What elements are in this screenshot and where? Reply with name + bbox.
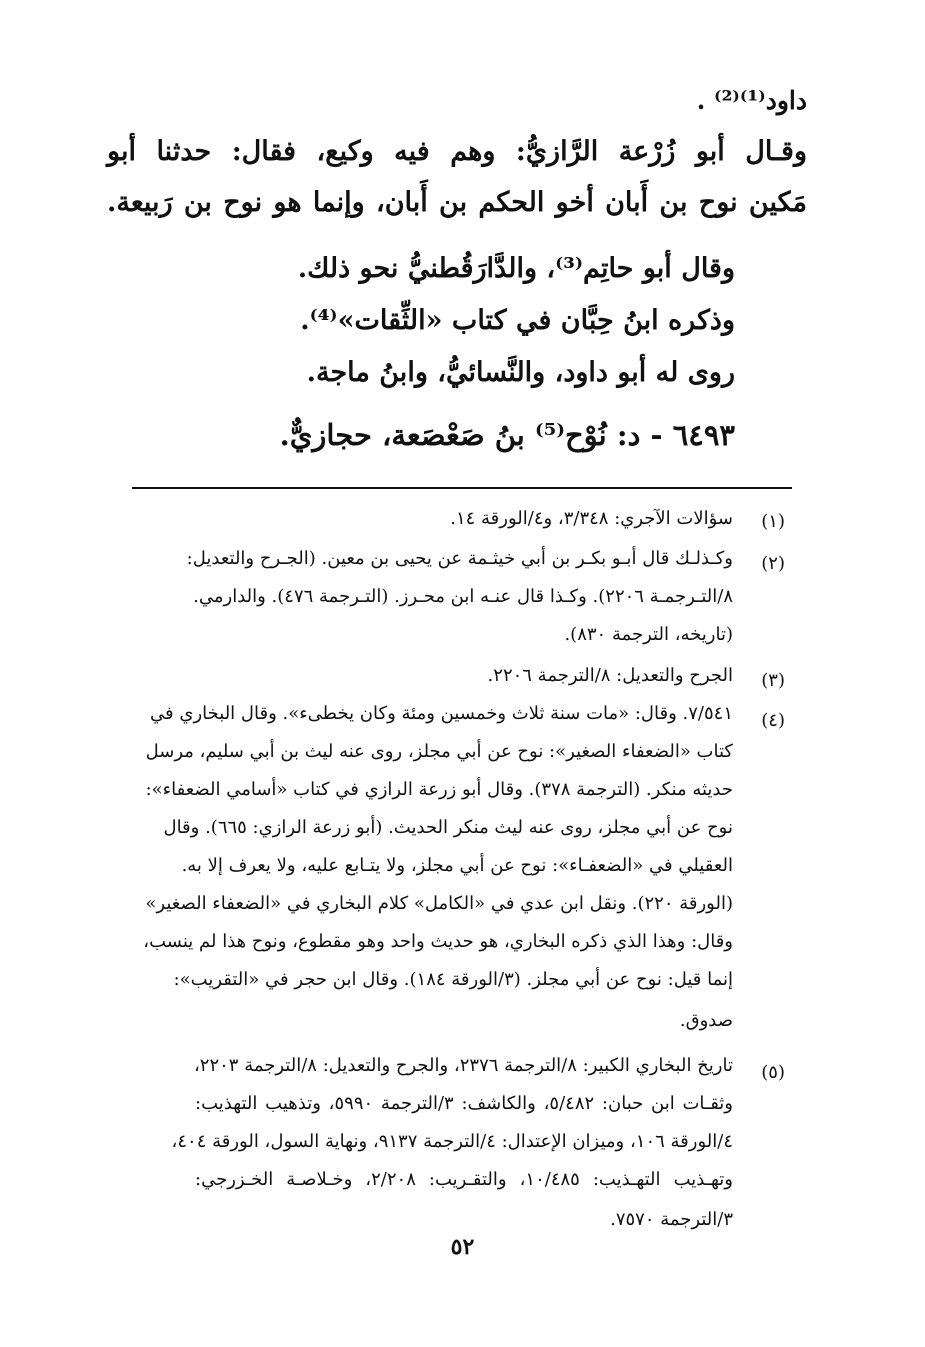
main-line-4: وقال أبو حاتِم⁽³⁾، والدَّارَقُطنيُّ نحو ذلك. [297, 253, 735, 284]
footnote-line: (تاريخه، الترجمة ٨٣٠). [564, 624, 733, 645]
main-line-2: وقـال أبو زُرْعة الرَّازيُّ: وهم فيه وكيع، فقال: حدثنا أبو [107, 136, 807, 167]
footnote-line: تاريخ البخاري الكبير: ٨/الترجمة ٢٣٧٦، والجرح والتعديل: ٨/الترجمة ٢٢٠٣، [193, 1055, 733, 1076]
footnote-line: وقال: وهذا الذي ذكره البخاري، هو حديث واحد وهو مقطوع، ونوح هذا لم ينسب، [143, 931, 733, 952]
footnote-line: ٤/الورقة ١٠٦، وميزان الإعتدال: ٤/الترجمة ٩١٣٧، ونهاية السول، الورقة ٤٠٤، [171, 1131, 733, 1152]
footnote-line: سؤالات الآجري: ٣/٣٤٨، و٤/الورقة ١٤. [450, 508, 733, 529]
main-line-3: مَكين نوح بن أَبان أخو الحكم بن أَبان، وإنما هو نوح بن رَبيعة. [107, 187, 807, 218]
footnote-line: حديثه منكر. (الترجمة ٣٧٨). وقال أبو زرعة الرازي في كتاب «أسامي الضعفاء»: [145, 779, 733, 800]
footnote-line: وكـذلـك قال أبـو بكـر بن أبي خيثـمة عن يحيى بن معين. (الجـرح والتعديل: [186, 548, 733, 569]
main-line-6: روى له أبو داود، والنَّسائيُّ، وابنُ ماجة. [306, 357, 735, 388]
footnote-number: (٤) [761, 710, 785, 731]
footnote-line: إنما قيل: نوح عن أبي مجلز. (٣/الورقة ١٨٤). وقال ابن حجر في «التقريب»: [173, 969, 733, 990]
footnote-number: (٢) [761, 553, 785, 574]
footnote-line: صدوق. [679, 1010, 733, 1031]
footnote-number: (٣) [761, 670, 785, 691]
main-line-5: وذكره ابنُ حِبَّان في كتاب «الثِّقات»⁽⁴⁾. [300, 305, 735, 336]
footnote-number: (١) [761, 511, 785, 532]
entry-heading: ٦٤٩٣ - د: نُوْح⁽⁵⁾ بنُ صَعْصَعة، حجازيٌّ. [279, 418, 735, 452]
footnote-line: وثقـات ابن حبان: ٥/٤٨٢، والكاشف: ٣/الترجمة ٥٩٩٠، وتذهيب التهذيب: [195, 1093, 733, 1114]
footnote-line: ٨/التـرجمـة ٢٢٠٦). وكـذا قال عنـه ابن محـرز. (التـرجمة ٤٧٦). والدارمي. [193, 586, 733, 607]
footnote-line: نوح عن أبي مجلز، روى عنه ليث منكر الحديث. (أبو زرعة الرازي: ٦٦٥). وقال [163, 817, 733, 838]
footnote-line: الجرح والتعديل: ٨/الترجمة ٢٢٠٦. [487, 665, 733, 686]
footnote-line: العقيلي في «الضعفـاء»: نوح عن أبي مجلز، ولا يتـابع عليه، ولا يعرف إلا به. [181, 855, 733, 876]
page-number: ٥٢ [450, 1234, 475, 1260]
footnote-line: (الورقة ٢٢٠). ونقل ابن عدي في «الكامل» كلام البخاري في «الضعفاء الصغير» [145, 893, 733, 914]
footnote-separator [132, 487, 792, 489]
footnote-line: وتهـذيب التهـذيب: ١٠/٤٨٥، والتقـريب: ٢/٢٠٨، وخـلاصـة الخـزرجي: [195, 1169, 733, 1190]
main-line-1: داود⁽¹⁾⁽²⁾ . [696, 86, 807, 115]
footnote-line: ٧/٥٤١. وقال: «مات سنة ثلاث وخمسين ومئة وكان يخطىء». وقال البخاري في [150, 703, 733, 724]
footnote-line: كتاب «الضعفاء الصغير»: نوح عن أبي مجلز، روى عنه ليث بن أبي سليم، مرسل [145, 741, 733, 762]
footnote-line: ٣/الترجمة ٧٥٧٠. [610, 1209, 733, 1230]
footnote-number: (٥) [761, 1062, 785, 1083]
